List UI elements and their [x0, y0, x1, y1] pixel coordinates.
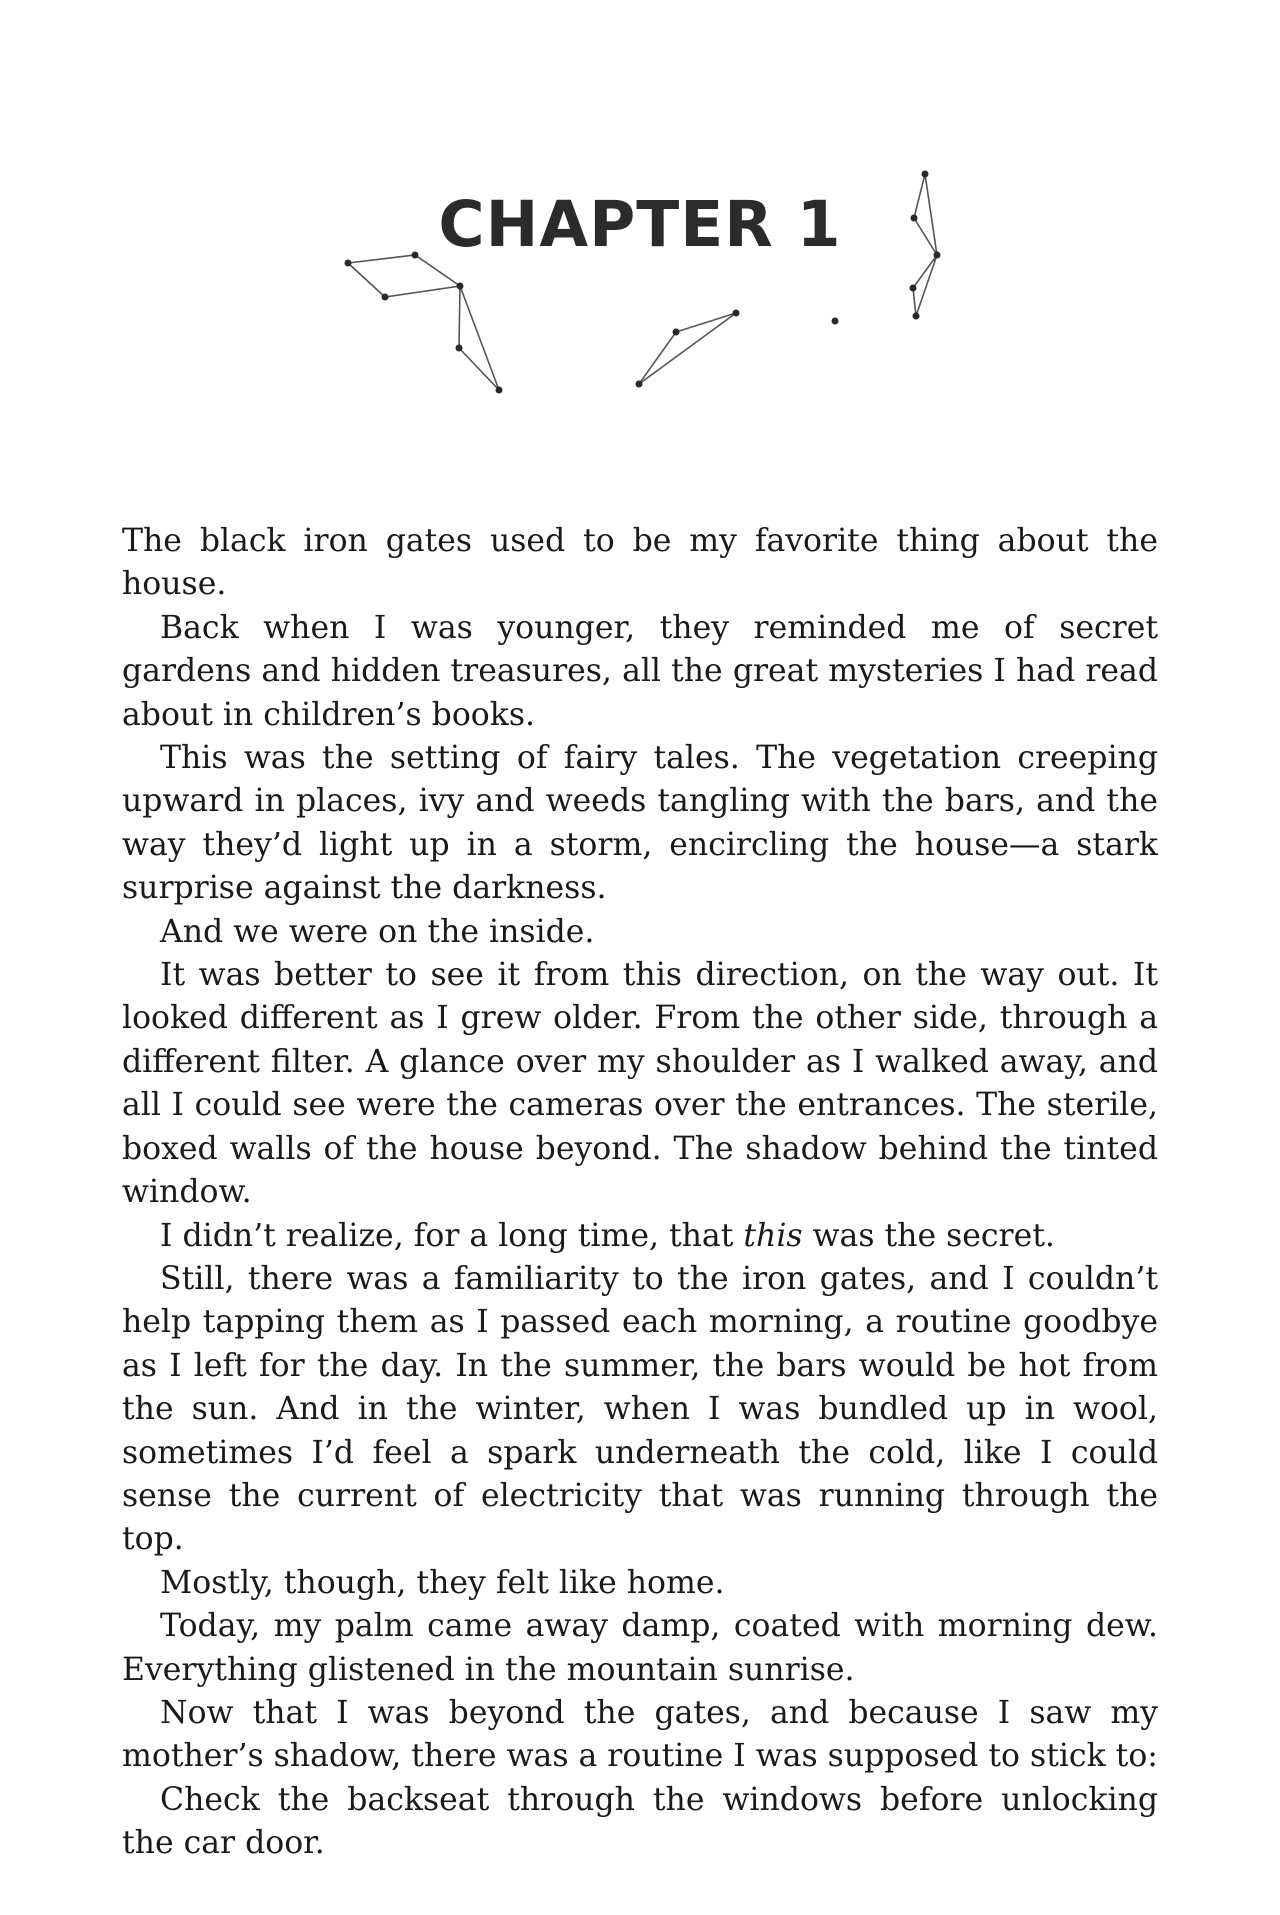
chapter-title: CHAPTER 1 [438, 188, 842, 261]
paragraph: Mostly, though, they felt like home. [160, 1564, 725, 1601]
paragraph [122, 1215, 1158, 1258]
paragraph: Back when I was younger, they reminded me of secret gardens and hidden treasures, all the great mysteries I had read about in children’s books. [122, 609, 1158, 733]
emphasis-text: this [743, 1217, 803, 1254]
paragraph: Today, my palm came away damp, coated with morning dew. Everything glistened in the mountain sunrise. [122, 1608, 1158, 1688]
paragraph: This was the setting of fairy tales. The vegetation creeping upward in places, ivy and weeds tangling with the bars, and the way they’d light up in a storm, encircling the house—a stark surprise against the darkness. [122, 740, 1158, 907]
paragraph-text: I didn’t realize, for a long time, that [160, 1217, 744, 1254]
paragraph: The black iron gates used to be my favorite thing about the house. [122, 523, 1158, 603]
paragraph: And we were on the inside. [160, 913, 595, 950]
paragraph: Check the backseat through the windows before unlocking the car door. [122, 1781, 1158, 1862]
paragraph: Now that I was beyond the gates, and because I saw my mother’s shadow, there was a routine I was supposed to stick to: [122, 1694, 1158, 1775]
paragraph: It was better to see it from this direction, on the way out. It looked different as I grew older. From the other side, through a different filter. A glance over my shoulder as I walked away, and all I could see were the cameras over the entrances. The sterile, boxed walls of the house beyond. The shadow behind the tinted window. [122, 957, 1158, 1211]
paragraph: Still, there was a familiarity to the iron gates, and I couldn’t help tapping them as I passed each morning, a routine goodbye as I left for the day. In the summer, the bars would be hot from the sun. And in the winter, when I was bundled up in wool, sometimes I’d feel a spark underneath the cold, like I could sense the current of electricity that was running through the top. [122, 1260, 1158, 1558]
paragraph-text: was the secret. [802, 1217, 1055, 1254]
chapter-body [122, 520, 1158, 1866]
